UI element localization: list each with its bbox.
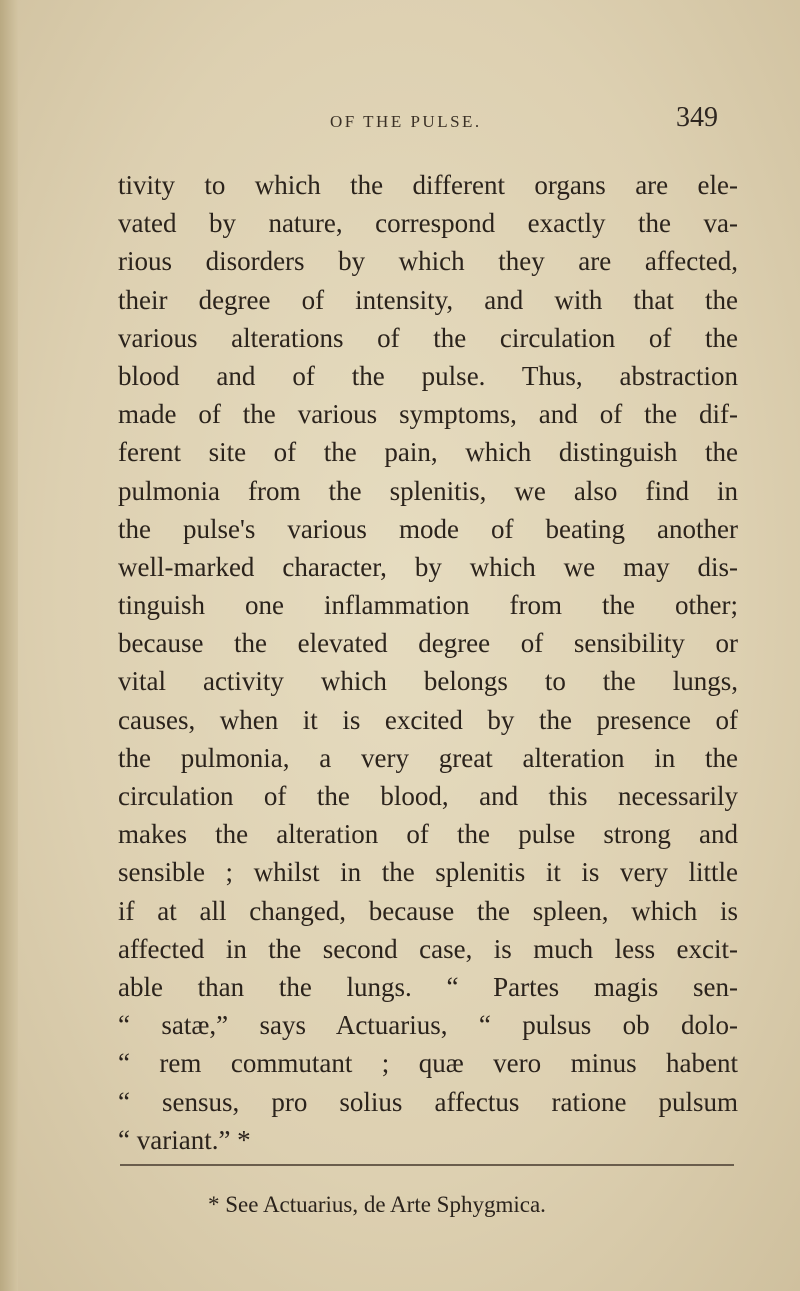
page-header [0, 100, 800, 140]
page-gutter [0, 0, 18, 1291]
text-line: vital activity which belongs to the lungs, [118, 666, 738, 697]
text-line: affected in the second case, is much less excit- [118, 933, 738, 964]
text-line: pulmonia from the splenitis, we also find in [118, 475, 738, 506]
running-head: OF THE PULSE. [330, 112, 482, 131]
text-line: makes the alteration of the pulse strong and [118, 819, 738, 850]
text-line: made of the various symptoms, and of the dif- [118, 399, 738, 430]
text-line: tivity to which the different organs are ele- [118, 170, 738, 200]
footnote: * See Actuarius, de Arte Sphygmica. [208, 1192, 546, 1217]
text-line: the pulmonia, a very great alteration in the [118, 742, 738, 773]
text-line: vated by nature, correspond exactly the va- [118, 208, 738, 239]
text-line: able than the lungs. “ Partes magis sen- [118, 971, 738, 1002]
text-line: various alterations of the circulation of the [118, 322, 738, 353]
text-line: ferent site of the pain, which distinguish the [118, 437, 738, 468]
text-line: “ rem commutant ; quæ vero minus habent [118, 1048, 738, 1079]
text-line: tinguish one inflammation from the other; [118, 590, 738, 621]
text-line: blood and of the pulse. Thus, abstraction [118, 360, 738, 391]
text-line: causes, when it is excited by the presence of [118, 704, 738, 735]
text-line: because the elevated degree of sensibility or [118, 628, 738, 659]
page-number: 349 [676, 102, 718, 133]
footnote-rule [120, 1164, 734, 1166]
text-line: sensible ; whilst in the splenitis it is very little [118, 857, 738, 888]
text-line: “ satæ,” says Actuarius, “ pulsus ob dolo- [118, 1010, 738, 1041]
text-line: “ variant.” * [118, 1124, 251, 1155]
body-text [118, 166, 738, 1159]
text-line: their degree of intensity, and with that the [118, 284, 738, 315]
text-line: if at all changed, because the spleen, which is [118, 895, 738, 926]
text-line: the pulse's various mode of beating another [118, 513, 738, 544]
text-line: well-marked character, by which we may dis- [118, 551, 738, 582]
text-line: circulation of the blood, and this necessarily [118, 781, 738, 811]
text-line: rious disorders by which they are affected, [118, 246, 738, 277]
text-line: “ sensus, pro solius affectus ratione pulsum [118, 1086, 738, 1117]
